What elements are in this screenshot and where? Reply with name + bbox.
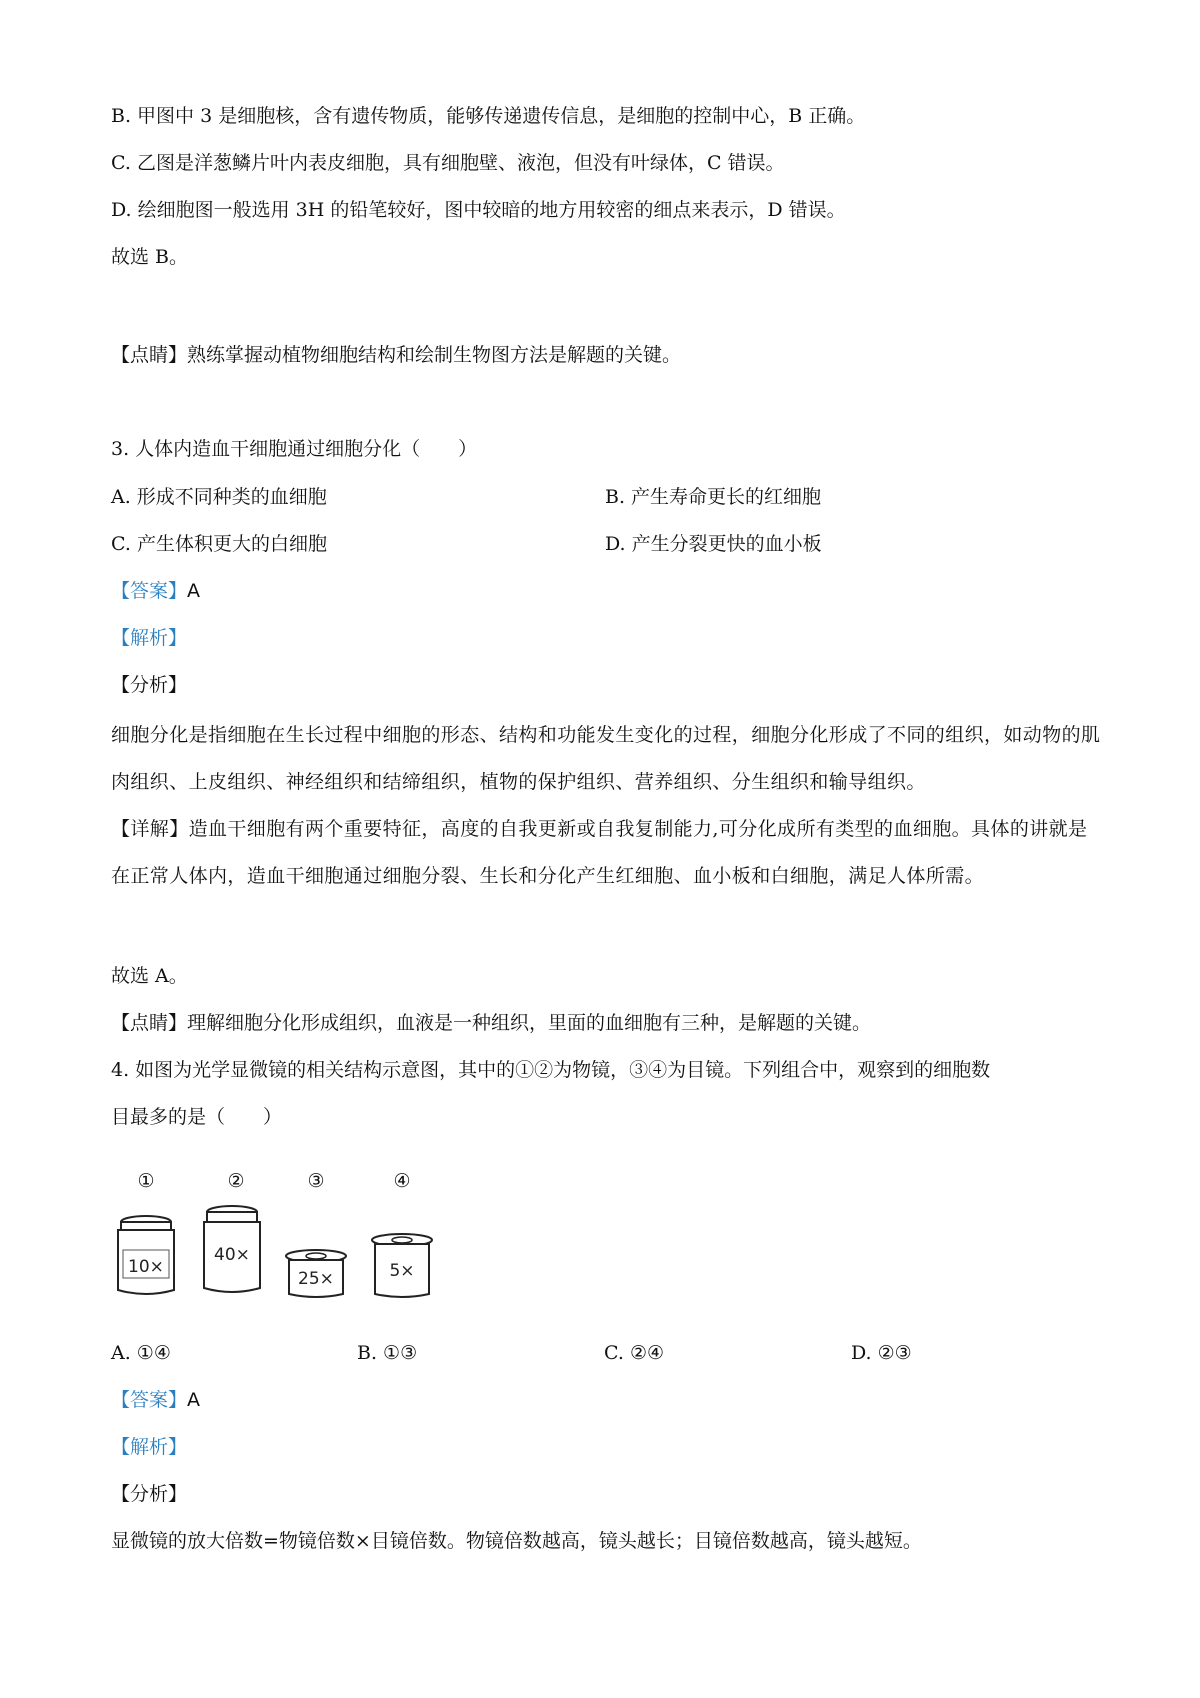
lens-1-label: ① (137, 1170, 155, 1192)
answer-tag: 【答案】 (111, 580, 188, 602)
answer-tag: 【答案】 (111, 1389, 188, 1411)
eyepiece-lens-25x (283, 1248, 349, 1300)
lens-4-label: ④ (393, 1170, 411, 1192)
q3-fenxi-text: 细胞分化是指细胞在生长过程中细胞的形态、结构和功能发生变化的过程，细胞分化形成了不同的组织，如动物的肌肉组织、上皮组织、神经组织和结缔组织，植物的保护组织、营养组织、分生组织和输导组织。 (111, 724, 1101, 793)
option-c-explanation: C. 乙图是洋葱鳞片叶内表皮细胞，具有细胞壁、液泡，但没有叶绿体，C 错误。 (111, 152, 785, 174)
q3-option-a: A. 形成不同种类的血细胞 (111, 486, 327, 508)
answer-value: A (187, 1389, 201, 1411)
q4-option-d: D. ②③ (851, 1342, 912, 1364)
previous-answer-choice: 故选 B。 (111, 246, 189, 268)
q3-key-point: 【点睛】理解细胞分化形成组织，血液是一种组织，里面的血细胞有三种，是解题的关键。 (111, 1012, 872, 1034)
question-3-stem: 3. 人体内造血干细胞通过细胞分化（ ） (111, 438, 478, 460)
q4-answer (111, 1387, 200, 1413)
lens-2-mag: 40× (214, 1245, 250, 1265)
question-4-stem-line1: 4. 如图为光学显微镜的相关结构示意图，其中的①②为物镜，③④为目镜。下列组合中，观察到的细胞数 (111, 1059, 991, 1081)
q4-option-c: C. ②④ (604, 1342, 665, 1364)
lens-4-mag: 5× (389, 1261, 415, 1281)
lens-3-mag: 25× (298, 1269, 334, 1289)
option-b-explanation: B. 甲图中 3 是细胞核，含有遗传物质，能够传递遗传信息，是细胞的控制中心，B 正确。 (111, 105, 866, 127)
lens-1-mag: 10× (128, 1257, 164, 1277)
objective-lens-10x (113, 1212, 179, 1300)
eyepiece-lens-5x (369, 1232, 435, 1300)
q4-fenxi-tag: 【分析】 (111, 1483, 188, 1505)
q3-answer-choice: 故选 A。 (111, 965, 188, 987)
q3-detailed-explanation: 【详解】造血干细胞有两个重要特征，高度的自我更新或自我复制能力,可分化成所有类型的血细胞。具体的讲就是在正常人体内，造血干细胞通过细胞分裂、生长和分化产生红细胞、血小板和白细胞，满足人体所需。 (111, 818, 1088, 887)
q4-fenxi-text: 显微镜的放大倍数=物镜倍数×目镜倍数。物镜倍数越高，镜头越长；目镜倍数越高，镜头越短。 (111, 1530, 922, 1552)
q4-option-b: B. ①③ (357, 1342, 418, 1364)
lens-3-label: ③ (307, 1170, 325, 1192)
question-4-stem-line2: 目最多的是（ ） (111, 1106, 283, 1128)
q3-option-d: D. 产生分裂更快的血小板 (605, 533, 822, 555)
option-d-explanation: D. 绘细胞图一般选用 3H 的铅笔较好，图中较暗的地方用较密的细点来表示，D 错误。 (111, 199, 846, 221)
lens-figure (111, 1170, 441, 1300)
q3-fenxi-tag: 【分析】 (111, 674, 188, 696)
previous-key-point: 【点睛】熟练掌握动植物细胞结构和绘制生物图方法是解题的关键。 (111, 344, 682, 366)
lens-2-label: ② (227, 1170, 245, 1192)
answer-value: A (187, 580, 201, 602)
q3-answer (111, 578, 200, 604)
objective-lens-40x (199, 1202, 265, 1300)
q4-option-a: A. ①④ (111, 1342, 171, 1364)
q3-option-c: C. 产生体积更大的白细胞 (111, 533, 327, 555)
q4-analysis-tag: 【解析】 (111, 1436, 188, 1458)
q3-analysis-tag: 【解析】 (111, 627, 188, 649)
q3-option-b: B. 产生寿命更长的红细胞 (605, 486, 822, 508)
